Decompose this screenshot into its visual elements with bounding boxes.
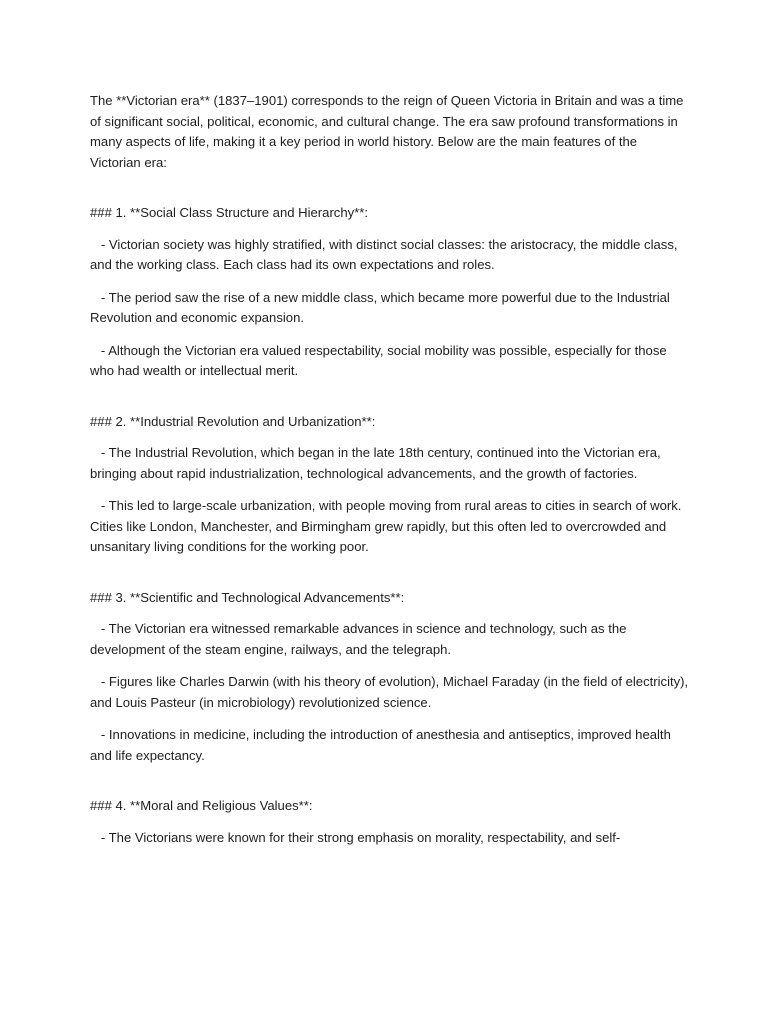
- bullet-paragraph: - This led to large-scale urbanization, with people moving from rural areas to cities in search of work. Cities like London, Manchester, and Birmingham grew rapidly, but this often led to overcrowded and unsanitary living conditions for the working poor.: [90, 498, 686, 554]
- bullet-paragraph: - The period saw the rise of a new middle class, which became more powerful due to the Industrial Revolution and economic expansion.: [90, 289, 674, 325]
- section-4: [90, 796, 690, 848]
- section-heading: ### 2. **Industrial Revolution and Urbanization**:: [90, 413, 376, 429]
- section-heading: ### 1. **Social Class Structure and Hierarchy**:: [90, 205, 369, 220]
- section-3: [90, 588, 690, 767]
- bullet-paragraph: - Figures like Charles Darwin (with his theory of evolution), Michael Faraday (in the field of electricity), and Louis Pasteur (in microbiology) revolutionized science.: [90, 674, 692, 710]
- bullet-paragraph: - The Victorian era witnessed remarkable advances in science and technology, such as the development of the steam engine, railways, and the telegraph.: [90, 621, 631, 657]
- section-heading: ### 4. **Moral and Religious Values**:: [90, 798, 313, 813]
- intro-paragraph: The **Victorian era** (1837–1901) corresponds to the reign of Queen Victoria in Britain and was a time of significant social, political, economic, and cultural change. The era saw profound transformations in many aspects of life, making it a key period in world history. Below are the main features of the Victorian era:: [90, 93, 688, 170]
- section-2: [90, 412, 690, 558]
- bullet-paragraph: - Although the Victorian era valued respectability, social mobility was possible, especially for those who had wealth or intellectual merit.: [90, 342, 671, 378]
- bullet-paragraph: - Victorian society was highly stratified, with distinct social classes: the aristocracy, the middle class, and the working class. Each class had its own expectations and roles.: [90, 236, 682, 272]
- document-page: [90, 91, 690, 878]
- bullet-paragraph: - The Victorians were known for their strong emphasis on morality, respectability, and self-: [90, 829, 621, 845]
- section-heading: ### 3. **Scientific and Technological Advancements**:: [90, 589, 405, 605]
- bullet-paragraph: - Innovations in medicine, including the introduction of anesthesia and antiseptics, improved health and life expectancy.: [90, 727, 675, 763]
- bullet-paragraph: - The Industrial Revolution, which began in the late 18th century, continued into the Victorian era, bringing about rapid industrialization, technological advancements, and the growth of factories.: [90, 445, 665, 481]
- section-1: [90, 203, 690, 382]
